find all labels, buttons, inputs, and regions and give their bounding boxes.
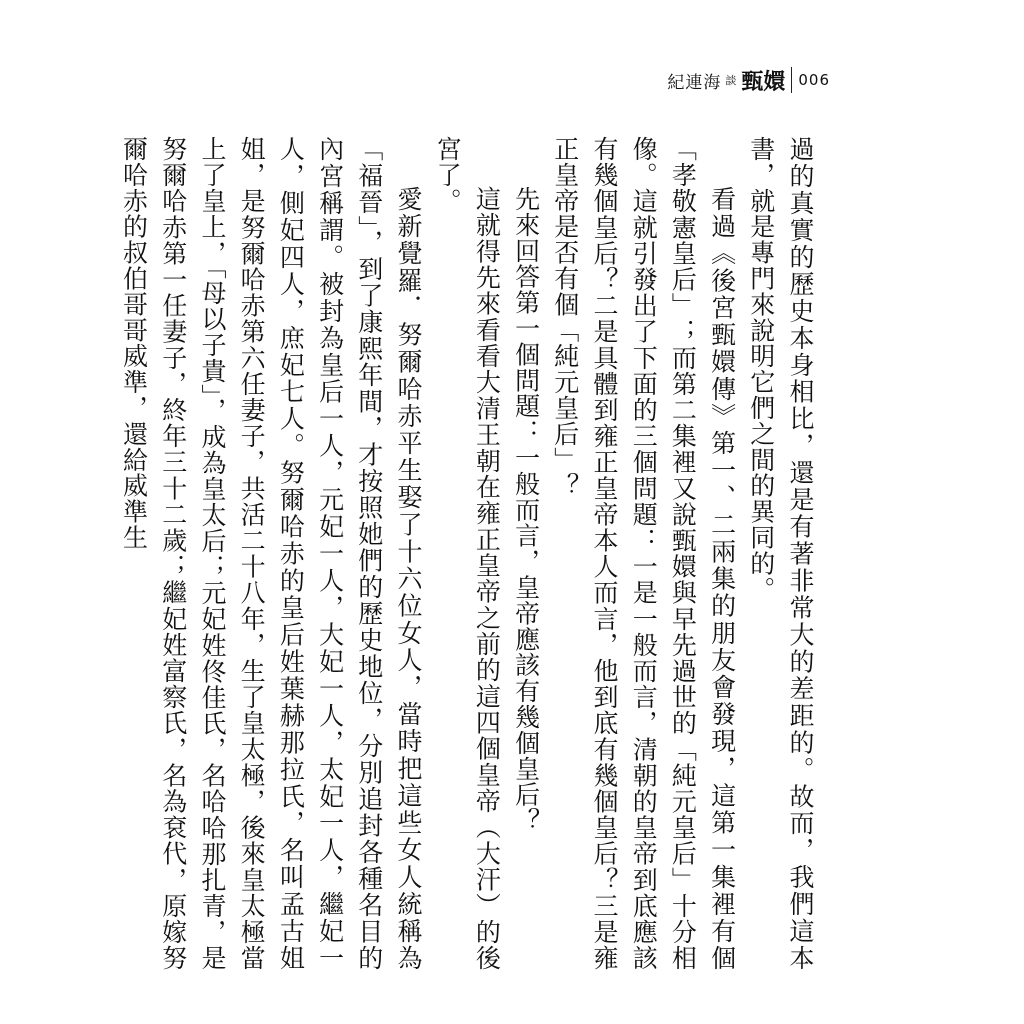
header-series: 紀連海 <box>667 72 722 93</box>
paragraph: 這就得先來看看大清王朝在雍正皇帝之前的這四個皇帝（大汗）的後宮了。 <box>433 136 502 971</box>
header-book-title: 甄嬛 <box>741 68 786 95</box>
paragraph: 先來回答第一個問題：一般而言，皇帝應該有幾個皇后？ <box>511 186 541 834</box>
paragraph: 過的真實的歷史本身相比，還是有著非常大的差距的。故而，我們這本書，就是專門來說明它們之間的異同的。 <box>746 136 815 971</box>
header-divider <box>791 67 792 93</box>
paragraph: 看過《後宮甄嬛傳》第一、二兩集的朋友會發現，這第一集裡有個「孝敬憲皇后」；而第二集裡又說甄嬛與早先過世的「純元皇后」十分相像。這就引發出了下面的三個問題：一是一般而言，清朝的皇帝到底應該有幾個皇后？二是具體到雍正皇帝本人而言，他到底有幾個皇后？三是雍正皇帝是否有個「純元皇后」？ <box>550 136 737 971</box>
running-header <box>660 60 830 100</box>
vertical-body-text <box>119 136 820 971</box>
paragraph: 愛新覺羅．努爾哈赤平生娶了十六位女人，當時把這些女人統稱為「福晉」，到了康熙年間，才按照她們的歷史地位，分別追封各種名目的內宮稱謂。被封為皇后一人，元妃一人，大妃一人，太妃一人，繼妃一人，側妃四人，庶妃七人。努爾哈赤的皇后姓葉赫那拉氏，名叫孟古姐姐，是努爾哈赤第六任妻子，共活二十八年，生了皇太極，後來皇太極當上了皇上，「母以子貴」，成為皇太后；元妃姓佟佳氏，名哈哈那扎青，是努爾哈赤第一任妻子，終年三十二歲；繼妃姓富察氏，名為袞代，原嫁努爾哈赤的叔伯哥哥威準，還給威準生 <box>119 136 423 971</box>
page-number: 006 <box>798 71 830 89</box>
header-connector: 談 <box>725 74 738 87</box>
